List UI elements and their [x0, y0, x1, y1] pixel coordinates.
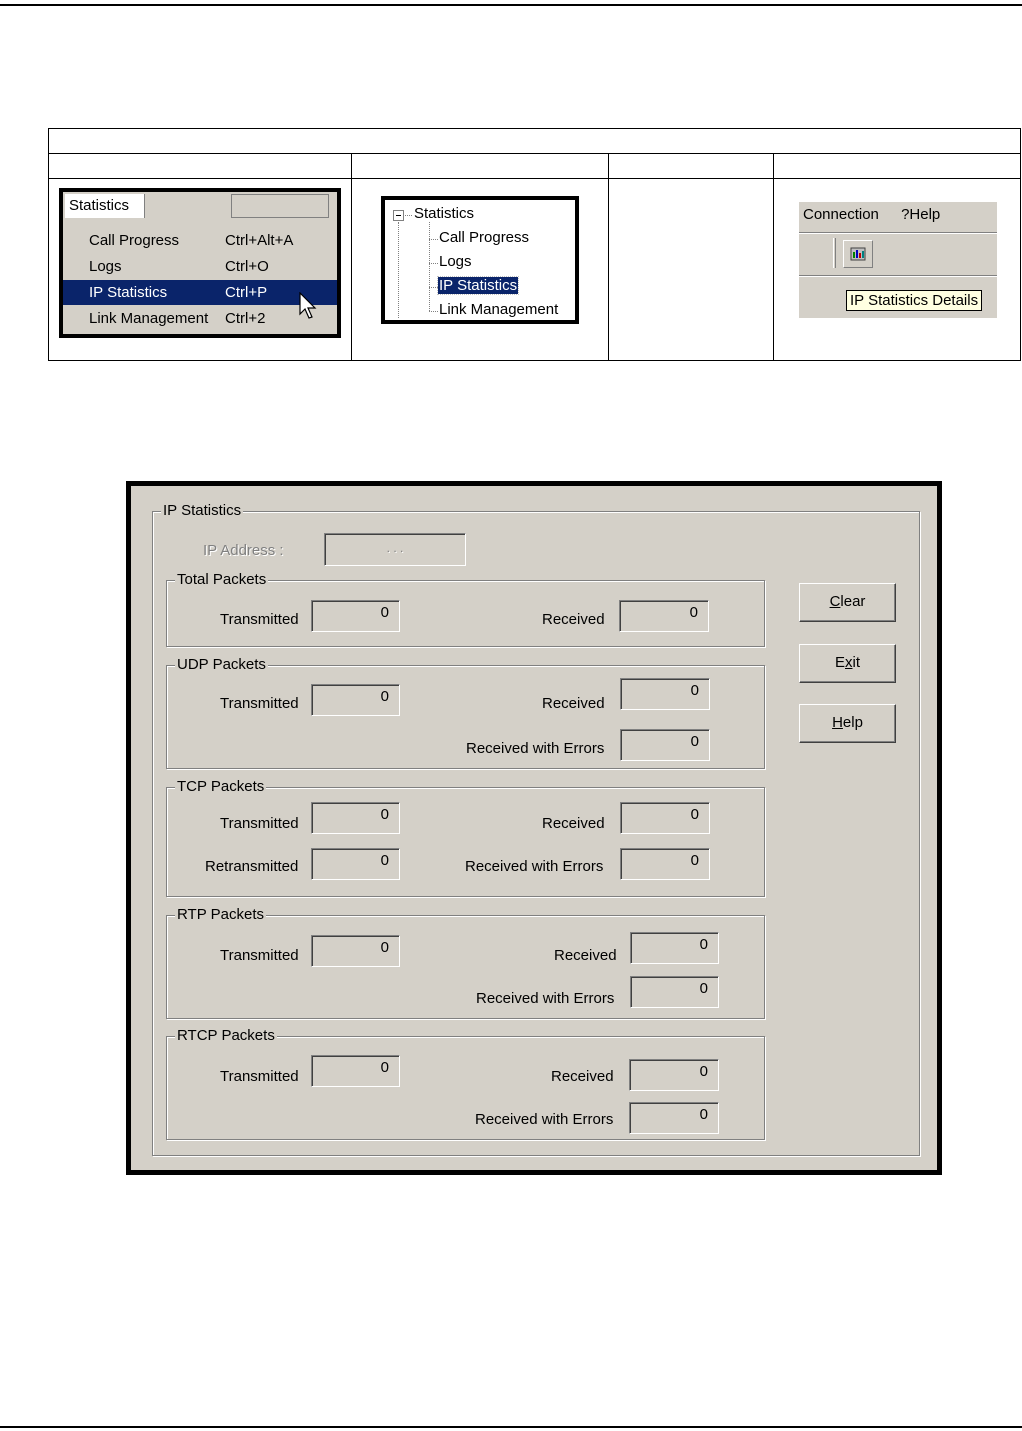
tcp-transmitted-label: Transmitted — [220, 815, 299, 832]
exit-button-label-end: it — [852, 654, 860, 671]
menu-item-shortcut: Ctrl+2 — [225, 310, 266, 327]
tcp-received-label: Received — [542, 815, 605, 832]
udp-received-label: Received — [542, 695, 605, 712]
menu-connection[interactable]: Connection — [803, 206, 879, 223]
help-button-label: elp — [842, 714, 863, 731]
group-title: RTCP Packets — [177, 1027, 275, 1044]
table-header-full — [49, 129, 1020, 154]
rtcp-transmitted-label: Transmitted — [220, 1068, 299, 1085]
column-divider — [773, 154, 774, 360]
udp-received-field[interactable]: 0 — [620, 678, 710, 710]
tree-connector — [429, 311, 438, 312]
access-methods-table — [48, 128, 1021, 361]
ip-statistics-dialog — [126, 481, 942, 1175]
tree-node-ip-statistics[interactable]: IP Statistics — [439, 277, 518, 294]
exit-button-label-start: E — [834, 654, 845, 671]
column-divider — [608, 154, 609, 360]
statistics-menu — [59, 188, 341, 338]
tree-node-logs[interactable]: Logs — [439, 253, 472, 270]
rtcp-received-label: Received — [551, 1068, 614, 1085]
tcp-errors-field[interactable]: 0 — [620, 848, 710, 880]
page-bottom-rule — [0, 1426, 1022, 1428]
clear-button-label: lear — [840, 593, 866, 610]
total-received-label: Received — [542, 611, 605, 628]
total-received-field[interactable]: 0 — [619, 600, 709, 632]
ip-address-label: IP Address : — [203, 542, 284, 559]
rtcp-transmitted-field[interactable]: 0 — [311, 1055, 400, 1087]
help-mnemonic: H — [832, 714, 843, 731]
mouse-pointer-icon — [299, 292, 319, 320]
group-title: IP Statistics — [163, 502, 242, 519]
ip-statistics-toolbar-button[interactable] — [843, 240, 873, 268]
statistics-tree — [381, 196, 579, 324]
menu-item-label: Call Progress — [89, 232, 180, 249]
exit-mnemonic: x — [845, 654, 853, 671]
rtp-errors-field[interactable]: 0 — [630, 976, 719, 1008]
tcp-errors-label: Received with Errors — [465, 858, 604, 875]
ip-statistics-tooltip: IP Statistics Details — [846, 290, 982, 311]
rtp-transmitted-field[interactable]: 0 — [311, 935, 400, 967]
tree-connector — [398, 222, 399, 318]
toolbar-menu-bar — [803, 206, 958, 223]
tree-connector — [429, 263, 438, 264]
tree-node-call-progress[interactable]: Call Progress — [439, 229, 530, 246]
toolbar-divider — [799, 275, 997, 277]
group-title: UDP Packets — [177, 656, 266, 673]
group-title: RTP Packets — [177, 906, 264, 923]
collapse-icon[interactable] — [393, 210, 404, 221]
toolbar-snippet — [799, 202, 997, 318]
menu-item-logs[interactable] — [63, 254, 337, 279]
clear-mnemonic: C — [829, 593, 841, 610]
help-button[interactable] — [799, 704, 896, 743]
tcp-retransmitted-field[interactable]: 0 — [311, 848, 400, 880]
menu-help[interactable]: ?Help — [901, 206, 941, 223]
tree-connector — [429, 222, 430, 311]
rtp-received-field[interactable]: 0 — [630, 932, 719, 964]
column-divider — [351, 154, 352, 360]
tcp-transmitted-field[interactable]: 0 — [311, 802, 400, 834]
rtcp-errors-field[interactable]: 0 — [629, 1102, 719, 1134]
tree-connector — [429, 287, 438, 288]
rtp-transmitted-label: Transmitted — [220, 947, 299, 964]
udp-transmitted-label: Transmitted — [220, 695, 299, 712]
menu-item-label: Logs — [89, 258, 122, 275]
tcp-retransmitted-label: Retransmitted — [205, 858, 299, 875]
menu-item-label: Link Management — [89, 310, 209, 327]
menu-item-label: IP Statistics — [89, 284, 168, 301]
udp-errors-label: Received with Errors — [466, 740, 605, 757]
menu-statistics[interactable]: Statistics — [65, 194, 145, 218]
toolbar-divider — [799, 232, 997, 234]
toolbar-grip[interactable] — [833, 238, 836, 268]
udp-transmitted-field[interactable]: 0 — [311, 684, 400, 716]
tree-connector — [429, 239, 438, 240]
rtcp-received-field[interactable]: 0 — [629, 1059, 719, 1091]
menu-bar-blank — [231, 194, 329, 218]
exit-button[interactable] — [799, 644, 896, 683]
tree-node-link-management[interactable]: Link Management — [439, 301, 559, 318]
menu-item-call-progress[interactable] — [63, 228, 337, 253]
menu-item-shortcut: Ctrl+O — [225, 258, 269, 275]
menu-item-shortcut: Ctrl+P — [225, 284, 268, 301]
rtp-received-label: Received — [554, 947, 617, 964]
rtcp-errors-label: Received with Errors — [475, 1111, 614, 1128]
tree-root-statistics[interactable]: Statistics — [414, 205, 475, 222]
udp-errors-field[interactable]: 0 — [620, 729, 710, 761]
menu-item-ip-statistics[interactable] — [63, 280, 337, 305]
group-title: TCP Packets — [177, 778, 265, 795]
group-title: Total Packets — [177, 571, 267, 588]
table-header-row — [49, 154, 1020, 179]
page-top-rule — [0, 4, 1022, 6]
ip-statistics-icon — [844, 241, 872, 267]
rtp-errors-label: Received with Errors — [476, 990, 615, 1007]
menu-bar — [63, 192, 337, 220]
menu-item-shortcut: Ctrl+Alt+A — [225, 232, 294, 249]
tcp-received-field[interactable]: 0 — [620, 802, 710, 834]
total-transmitted-label: Transmitted — [220, 611, 299, 628]
menu-item-link-management[interactable] — [63, 306, 337, 331]
ip-address-field[interactable]: . . . — [324, 533, 466, 566]
total-transmitted-field[interactable]: 0 — [311, 600, 400, 632]
clear-button[interactable] — [799, 583, 896, 622]
tree-connector — [405, 215, 412, 216]
